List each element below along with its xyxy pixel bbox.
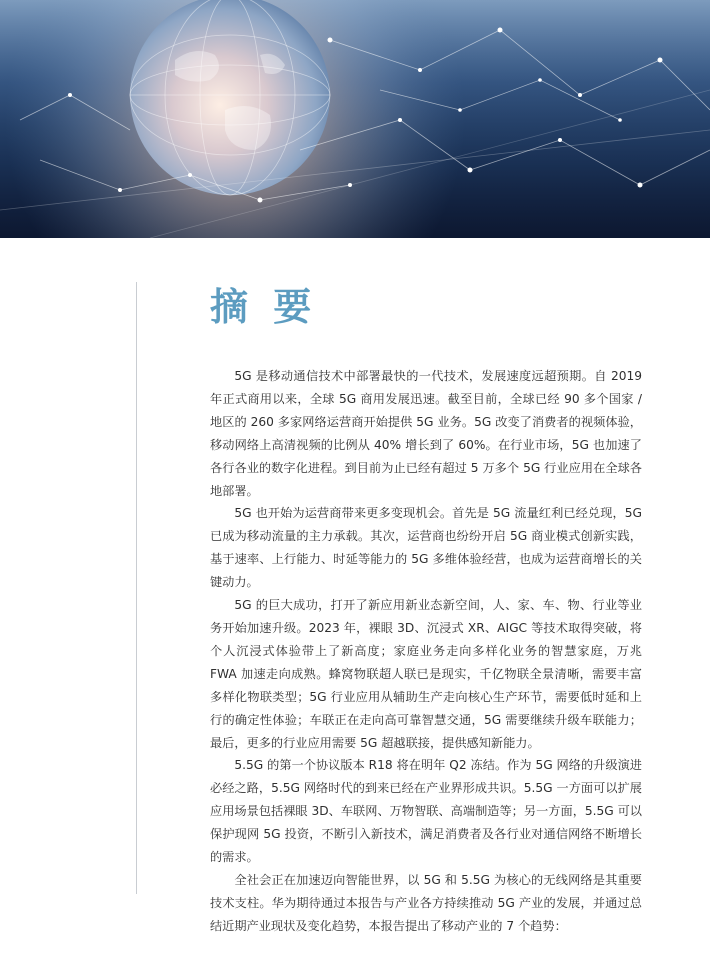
vertical-divider	[136, 282, 137, 894]
globe-network-illustration	[0, 0, 710, 238]
summary-paragraph: 5G 的巨大成功，打开了新应用新业态新空间，人、家、车、物、行业等业务开始加速升级。2023 年，裸眼 3D、沉浸式 XR、AIGC 等技术取得突破，将个人沉浸式体验带上了新高度；家庭业务走向多样化业务的智慧家庭，万兆 FWA 加速走向成熟。蜂窝物联超人联已是现实，千亿物联全景清晰，需要丰富多样化物联类型；5G 行业应用从辅助生产走向核心生产环节，需要低时延和上行的确定性体验；车联正在走向高可靠智慧交通，5G 需要继续升级车联能力；最后，更多的行业应用需要 5G 超越联接，提供感知新能力。	[210, 598, 642, 750]
summary-paragraph: 5G 是移动通信技术中部署最快的一代技术，发展速度远超预期。自 2019 年正式商用以来，全球 5G 商用发展迅速。截至目前，全球已经 90 多个国家 / 地区的 260 多家网络运营商开始提供 5G 业务。5G 改变了消费者的视频体验，移动网络上高清视频的比例从 40% 增长到了 60%。在行业市场，5G 也加速了各行各业的数字化进程。到目前为止已经有超过 5 万多个 5G 行业应用在全球各地部署。	[210, 369, 642, 498]
summary-paragraph: 全社会正在加速迈向智能世界，以 5G 和 5.5G 为核心的无线网络是其重要技术支柱。华为期待通过本报告与产业各方持续推动 5G 产业的发展，并通过总结近期产业现状及变化趋势，本报告提出了移动产业的 7 个趋势：	[210, 872, 642, 933]
summary-paragraph: 5.5G 的第一个协议版本 R18 将在明年 Q2 冻结。作为 5G 网络的升级演进必经之路，5.5G 网络时代的到来已经在产业界形成共识。5.5G 一方面可以扩展应用场景包括裸眼 3D、车联网、万物智联、高端制造等；另一方面，5.5G 可以保护现网 5G 投资，不断引入新技术，满足消费者及各行业对通信网络不断增长的需求。	[210, 758, 642, 865]
summary-paragraph: 5G 也开始为运营商带来更多变现机会。首先是 5G 流量红利已经兑现，5G 已成为移动流量的主力承载。其次，运营商也纷纷开启 5G 商业模式创新实践，基于速率、上行能力、时延等能力的 5G 多维体验经营，也成为运营商增长的关键动力。	[210, 506, 642, 590]
summary-body	[210, 365, 642, 938]
hero-banner-image	[0, 0, 710, 238]
page-title: 摘 要	[210, 285, 318, 329]
